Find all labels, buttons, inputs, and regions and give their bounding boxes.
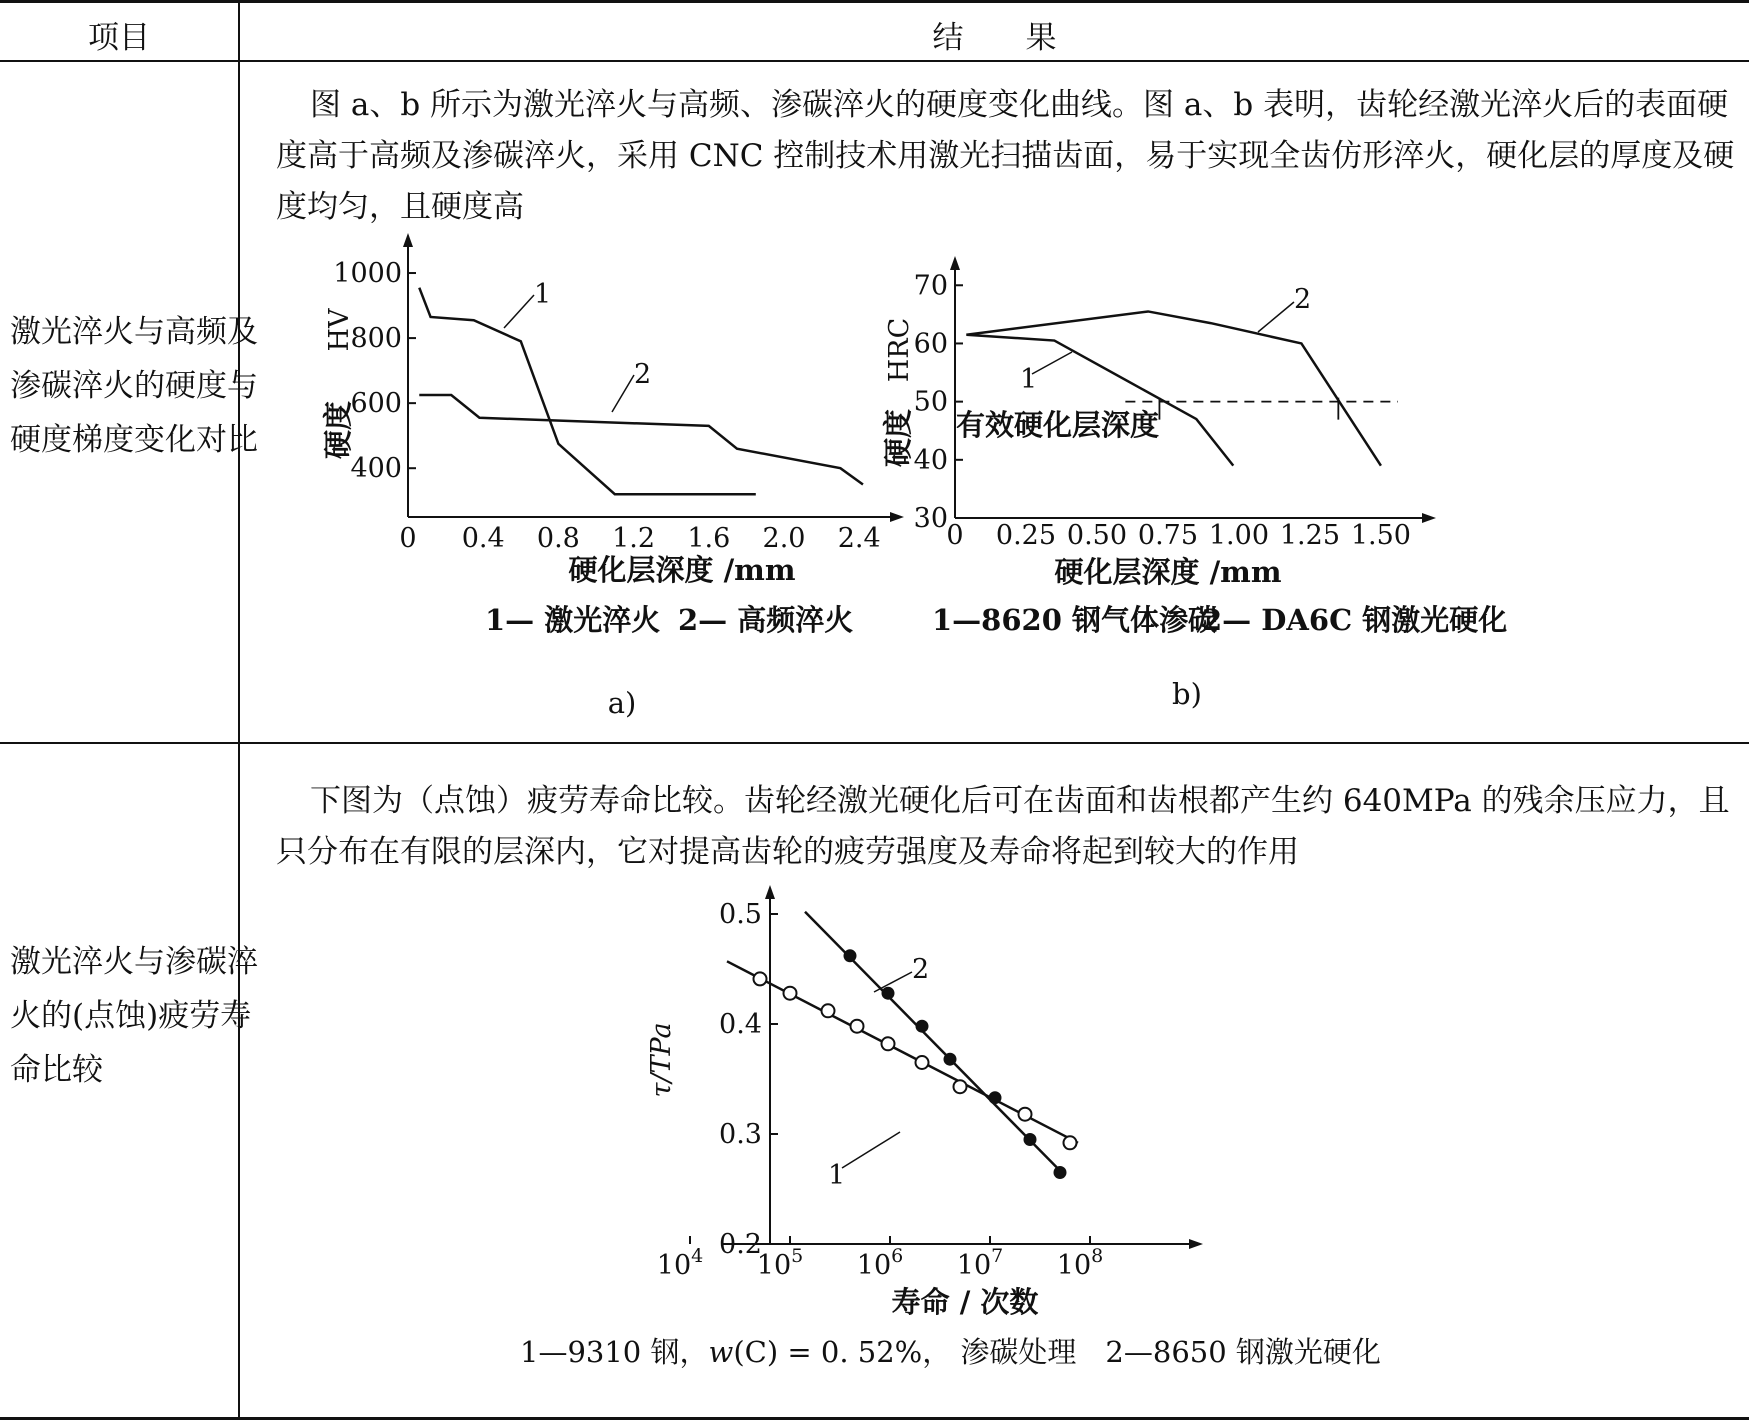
figure-c-x-tick-exponent: 7	[991, 1245, 1004, 1267]
figure-b-x-tick-label: 0	[946, 520, 964, 551]
figure-b-y-tick-label: 40	[913, 444, 948, 476]
figure-b-reference	[1125, 398, 1398, 420]
figure-a-y-arrow	[403, 233, 413, 247]
figure-c-x-tick-base: 10	[656, 1250, 692, 1281]
figure-c-axes	[722, 885, 1203, 1249]
figure-c-x-tick-base: 10	[756, 1250, 792, 1281]
row1-text	[276, 80, 1736, 233]
figure-c-series-2-point	[1025, 1134, 1036, 1145]
figure-c-x-tick-base: 10	[856, 1250, 892, 1281]
figure-c-legend-w: w	[708, 1335, 734, 1369]
figure-b-x-tick-label: 0.25	[995, 520, 1057, 551]
figure-c-y-tick-label: 0.2	[719, 1229, 762, 1260]
column-divider	[238, 0, 240, 1420]
row1-paragraph: 图 a、b 所示为激光淬火与高频、渗碳淬火的硬度变化曲线。图 a、b 表明，齿轮经激光淬火后的表面硬度高于高频及渗碳淬火，采用 CNC 控制技术用激光扫描齿面，易于实现全齿仿形淬火，硬化层的厚度及硬度均匀，且硬度高	[276, 87, 1735, 225]
figure-a-x-tick-label: 0.8	[536, 523, 580, 554]
row1-item: 激光淬火与高频及渗碳淬火的硬度与硬度梯度变化对比	[10, 314, 258, 458]
figure-a-series	[419, 288, 863, 495]
figure-b-legend-2: 2— DA6C 钢激光硬化	[1202, 603, 1508, 637]
top-border	[0, 0, 1749, 3]
figure-c-ticks	[657, 899, 1103, 1281]
figure-c-series-1-point	[954, 1080, 967, 1093]
figure-c-xlabel: 寿命 / 次数	[891, 1285, 1039, 1319]
figure-c-y-tick-label: 0.4	[719, 1009, 762, 1040]
figure-c-curve1-leader	[842, 1132, 900, 1168]
figure-a-legend-1: 1— 激光淬火	[485, 603, 661, 637]
figure-c-series-1-point	[1019, 1108, 1032, 1121]
figure-a-xlabel: 硬化层深度 /mm	[568, 553, 796, 587]
figure-c-series-1-point	[822, 1004, 835, 1017]
figure-a-curve2-label: 2	[634, 359, 652, 390]
figure-a-curve2-leader	[612, 375, 634, 412]
figure-c-series-2-point	[945, 1054, 956, 1065]
figure-c-y-tick-label: 0.3	[719, 1119, 762, 1150]
figure-c-x-tick-exponent: 4	[691, 1245, 704, 1267]
figure-a-x-tick-label: 0	[399, 523, 417, 554]
figure-a-ticks	[333, 258, 880, 554]
figure-c-series-1-point	[916, 1056, 929, 1069]
figure-c-series-1-point	[882, 1037, 895, 1050]
figure-b-series-1-line	[966, 335, 1233, 466]
figure-b-y-tick-label: 30	[913, 503, 948, 534]
row2-paragraph: 下图为（点蚀）疲劳寿命比较。齿轮经激光硬化后可在齿面和齿根都产生约 640MPa 的残余压应力，且只分布在有限的层深内，它对提高齿轮的疲劳强度及寿命将起到较大的作用	[276, 783, 1730, 870]
figure-b-panel-label: b)	[1172, 677, 1202, 711]
figure-a-x-tick-label: 2.4	[837, 523, 881, 554]
figure-b-y-tick-label: 70	[913, 270, 948, 302]
figure-c-x-arrow	[1189, 1239, 1203, 1249]
figure-b-curve1-leader	[1032, 352, 1072, 374]
figure-c-legend-pre: 1—9310 钢，	[520, 1335, 709, 1369]
figure-c-x-tick-exponent: 5	[791, 1245, 804, 1267]
figure-a-x-tick-label: 0.4	[461, 523, 505, 554]
figure-a-axes	[403, 233, 904, 522]
figure-c-curve1-label: 1	[828, 1160, 846, 1191]
figure-a-x-tick-label: 1.6	[687, 523, 731, 554]
figure-b-x-tick-label: 1.00	[1208, 520, 1270, 551]
figure-b-x-tick-label: 1.50	[1350, 520, 1411, 551]
figure-c-x-tick-label	[957, 1245, 1003, 1281]
row2-text	[276, 776, 1736, 878]
figure-c-y-tick-label: 0.5	[719, 899, 762, 930]
figure-b	[880, 240, 1530, 720]
figure-b-x-tick-label: 1.25	[1279, 520, 1341, 551]
figure-c-curve2-leader	[874, 972, 912, 992]
figure-a-y-tick-label: 800	[350, 323, 402, 355]
header-result: 结 果	[932, 20, 1057, 56]
header-item: 项目	[88, 20, 150, 56]
header-border	[0, 60, 1749, 62]
figure-a-y-tick-label: 1000	[333, 258, 402, 290]
figure-b-curve1-label: 1	[1020, 364, 1038, 395]
figure-c-series-1-point	[851, 1020, 864, 1033]
figure-a	[300, 225, 920, 725]
figure-c-series-1-point	[1064, 1136, 1077, 1149]
figure-c-series-2-point	[1055, 1167, 1066, 1178]
figure-c-y-arrow	[765, 885, 775, 899]
figure-b-curve2-label: 2	[1294, 284, 1312, 315]
figure-c-series-2-point	[917, 1021, 928, 1032]
figure-c	[520, 870, 1381, 1390]
figure-b-curve2-leader	[1258, 302, 1294, 332]
figure-a-y-tick-label: 400	[350, 453, 402, 485]
figure-c-series-2-point	[883, 988, 894, 999]
figure-a-y-tick-label: 600	[350, 388, 402, 420]
figure-a-ylabel-unit: HV	[324, 308, 355, 352]
figure-b-x-tick-label: 0.50	[1066, 520, 1128, 551]
figure-c-x-tick-base: 10	[1056, 1250, 1092, 1281]
figure-b-y-tick-label: 50	[913, 386, 948, 418]
figure-c-x-tick-exponent: 6	[891, 1245, 904, 1267]
row-divider	[0, 742, 1749, 744]
figure-b-x-tick-label: 0.75	[1137, 520, 1199, 551]
figure-c-x-tick-label	[757, 1245, 803, 1281]
figure-b-ylabel-unit: HRC	[884, 317, 915, 383]
figure-a-ylabel-cn: 硬度	[321, 400, 355, 460]
figure-c-curve2-label: 2	[912, 954, 930, 985]
figure-c-x-tick-label	[657, 1245, 703, 1281]
figure-c-series	[727, 912, 1078, 1178]
figure-b-y-arrow	[950, 256, 960, 270]
figure-b-x-arrow	[1422, 513, 1436, 523]
figure-c-x-tick-exponent: 8	[1091, 1245, 1104, 1267]
figure-b-annotation: 有效硬化层深度	[956, 408, 1160, 442]
figure-a-series-1-line	[419, 288, 756, 495]
figure-c-ylabel: τ/TPa	[646, 1022, 677, 1098]
figure-c-series-2-point	[990, 1092, 1001, 1103]
figure-c-x-tick-base: 10	[956, 1250, 992, 1281]
figure-a-curve1-leader	[504, 295, 534, 328]
figure-c-legend-post: (C) = 0. 52%， 渗碳处理 2—8650 钢激光硬化	[733, 1335, 1381, 1369]
figure-a-x-tick-label: 1.2	[612, 523, 656, 554]
row2-item: 激光淬火与渗碳淬火的(点蚀)疲劳寿命比较	[10, 944, 258, 1088]
figure-b-xlabel: 硬化层深度 /mm	[1054, 555, 1282, 589]
figure-c-series-1-point	[754, 972, 767, 985]
figure-c-x-tick-label	[857, 1245, 903, 1281]
figure-a-panel-label: a)	[607, 686, 637, 720]
figure-c-series-2-point	[845, 950, 856, 961]
figure-c-legend	[520, 1335, 1381, 1369]
figure-c-x-tick-label	[1057, 1245, 1103, 1281]
bottom-border	[0, 1417, 1749, 1420]
figure-a-x-tick-label: 2.0	[762, 523, 806, 554]
figure-b-ylabel-cn: 硬度	[881, 408, 915, 468]
figure-a-curve1-label: 1	[534, 279, 552, 310]
figure-b-y-tick-label: 60	[913, 328, 948, 360]
figure-c-series-1-point	[784, 987, 797, 1000]
figure-b-legend-1: 1—8620 钢气体渗碳	[932, 603, 1217, 637]
figure-a-series-2-line	[419, 395, 863, 484]
figure-a-legend-2: 2— 高频淬火	[678, 603, 854, 637]
